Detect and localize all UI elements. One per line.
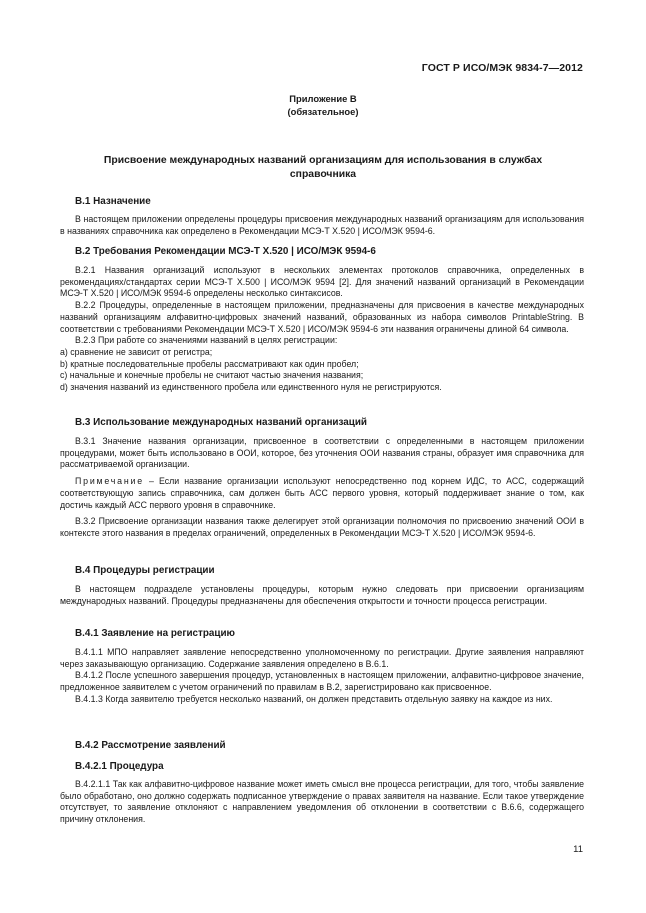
section-heading-b421: В.4.2.1 Процедура xyxy=(75,761,164,772)
list-item: b) кратные последовательные пробелы рассматривают как один пробел; xyxy=(60,358,359,369)
paragraph: В.4.1.2 После успешного завершения процедур, установленных в настоящем приложении, алфавитно-цифровое значение, предложенное заявителем с учетом ограничений по правилам в В.2, зарегистрировано как присвоенное. xyxy=(60,670,584,693)
section-heading-b41: В.4.1 Заявление на регистрацию xyxy=(75,628,235,639)
main-title: Присвоение международных названий организациям для использования в службах справочника xyxy=(103,155,543,180)
annex-type: (обязательное) xyxy=(287,106,359,117)
paragraph: В настоящем подразделе установлены процедуры, которым нужно следовать при присвоении организациям международных названий. Процедуры предназначены для обеспечения открытости и точности процесса регистрации. xyxy=(60,584,584,606)
note-label: Примечание xyxy=(75,476,144,487)
section-b421-body xyxy=(60,779,584,826)
section-heading-b4: В.4 Процедуры регистрации xyxy=(75,565,215,576)
page-number: 11 xyxy=(573,844,583,855)
paragraph: В.2.2 Процедуры, определенные в настоящем приложении, предназначены для присвоения в качестве международных названий организациям алфавитно-цифровых значений названий, образованных из набора символов PrintableString. В соответствии с требованиями Рекомендации МСЭ-Т X.520 | ИСО/МЭК 9594-6 эти названия ограничены длиной 64 символа. xyxy=(60,300,584,334)
list-item: c) начальные и конечные пробелы не считают частью значения названия; xyxy=(60,370,364,381)
section-b3-body xyxy=(60,436,584,540)
section-heading-b1: В.1 Назначение xyxy=(75,196,151,207)
section-b2-body xyxy=(60,265,584,394)
note xyxy=(60,476,584,511)
section-heading-b42: В.4.2 Рассмотрение заявлений xyxy=(75,740,226,751)
list-item: d) значения названий из единственного пробела или единственного нуля не регистрируются. xyxy=(60,382,442,393)
section-b4-body xyxy=(60,584,584,607)
paragraph: В настоящем приложении определены процедуры присвоения международных названий организациям для использования в названиях справочника как определено в Рекомендации МСЭ-Т X.520 | ИСО/МЭК 9594-6. xyxy=(60,214,584,236)
paragraph: В.2.3 При работе со значениями названий в целях регистрации: xyxy=(75,335,338,346)
section-b1-body xyxy=(60,214,584,237)
note-text: – Если название организации используют непосредственно под корнем ИДС, то АСС, содержащий соответствующую запись справочника, сам должен быть АСС первого уровня, который поддерживает знание о том, как достичь каждый АСС первого уровня в справочнике. xyxy=(60,476,584,510)
paragraph: В.4.2.1.1 Так как алфавитно-цифровое название может иметь смысл вне процесса регистрации, для того, чтобы заявление было обработано, оно должно содержать подписанное утверждение о правах заявителя на название. Если такое утверждение отсутствует, то заявление отклоняют с направлением уведомления об отклонении в соответствии с В.6.6, содержащего причину отклонения. xyxy=(60,779,584,825)
section-b41-body xyxy=(60,647,584,706)
section-heading-b3: В.3 Использование международных названий организаций xyxy=(75,417,367,428)
standard-header: ГОСТ Р ИСО/МЭК 9834-7—2012 xyxy=(421,62,583,74)
annex-title: Приложение В xyxy=(289,93,357,104)
paragraph: В.2.1 Названия организаций используют в нескольких элементах протоколов справочника, определенных в рекомендациях/стандартах серии МСЭ-Т X.500 | ИСО/МЭК 9594 [2]. Для значений названий организаций в Рекомендации МСЭ-Т X.520 | ИСО/МЭК 9594-6 определены несколько синтаксисов. xyxy=(60,265,584,299)
paragraph: В.4.1.3 Когда заявителю требуется несколько названий, он должен представить отдельную заявку на каждое из них. xyxy=(75,693,553,704)
list-item: а) сравнение не зависит от регистра; xyxy=(60,346,213,357)
section-heading-b2: В.2 Требования Рекомендации МСЭ-Т Х.520 | ИСО/МЭК 9594-6 xyxy=(75,246,376,257)
paragraph: В.3.1 Значение названия организации, присвоенное в соответствии с определенными в настоящем приложении процедурами, может быть использовано в ООИ, которое, без уточнения ООИ названия страны, образует имя справочника для рассматриваемой организации. xyxy=(60,436,584,470)
paragraph: В.4.1.1 МПО направляет заявление непосредственно уполномоченному по регистрации. Другие заявления направляют через заказывающую организацию. Содержание заявления определено в В.6.1. xyxy=(60,647,584,669)
paragraph: В.3.2 Присвоение организации названия также делегирует этой организации полномочия по присвоению значений ООИ в контексте этого названия в пределах ограничений, определенных в Рекомендации МСЭ-Т X.520 | ИСО/МЭК 9594-6. xyxy=(60,516,584,538)
